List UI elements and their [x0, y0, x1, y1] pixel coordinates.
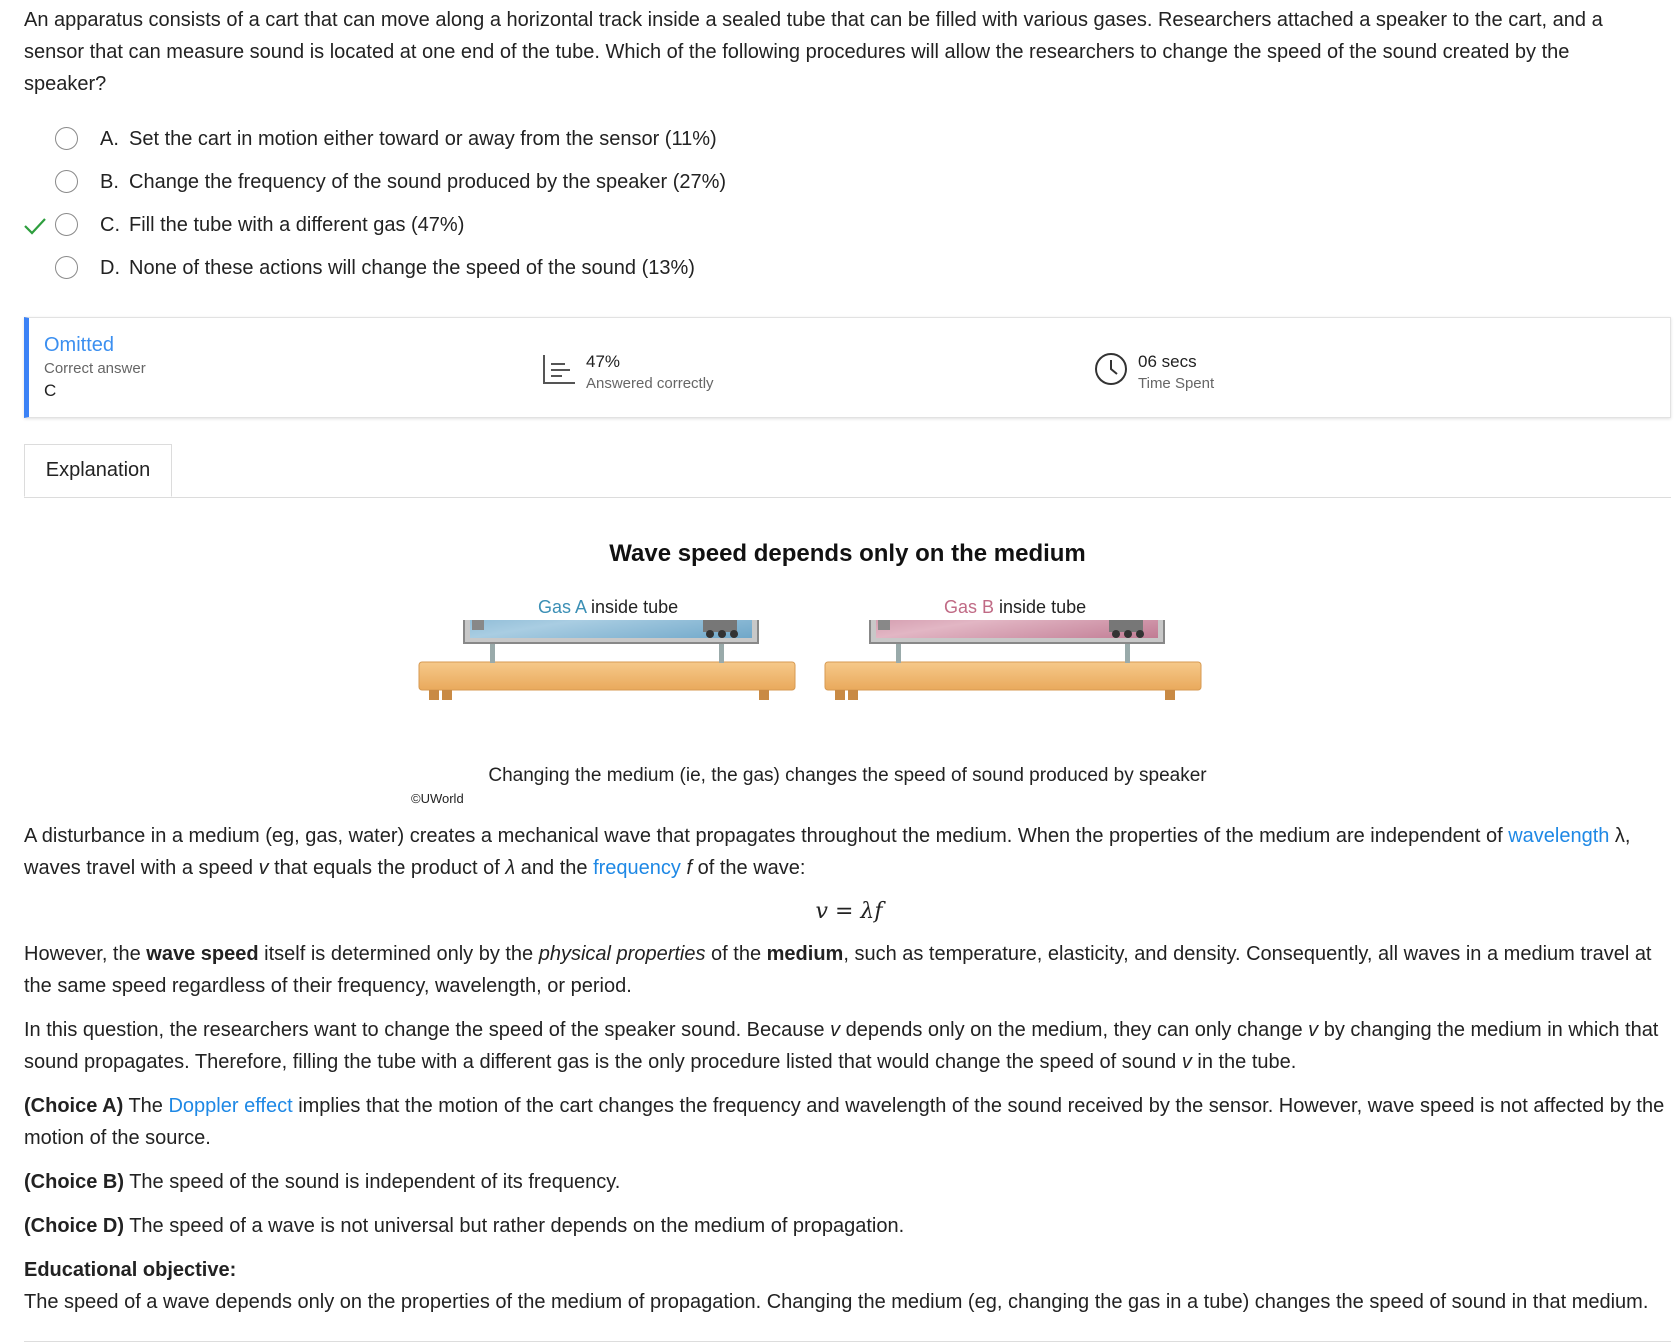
question-page: [24, 0, 1665, 1313]
status-block: [44, 334, 146, 401]
choice-b-explanation: [24, 1166, 1674, 1198]
text: depends only on the medium, they can only change: [840, 1019, 1309, 1041]
divider: [24, 1341, 1671, 1342]
choice-a[interactable]: [24, 118, 1664, 161]
explanation-paragraph: [24, 1014, 1674, 1078]
question-stem: An apparatus consists of a cart that can move along a horizontal track inside a sealed tube that can be filled with various gases. Researchers attached a speaker to the cart, and a sensor that can measure sound is located at one end of the tube. Which of the following procedures will allow the researchers to change the speed of the sound created by the speaker?: [24, 9, 1603, 95]
wavelength-link[interactable]: wavelength: [1508, 825, 1610, 847]
formula: v = λf: [815, 899, 883, 924]
text: (Choice B): [24, 1171, 124, 1193]
time-spent-block: [1138, 352, 1214, 392]
time-label: Time Spent: [1138, 375, 1215, 392]
text: itself is determined only by the: [258, 943, 539, 965]
explanation-body: [24, 820, 1674, 1318]
correct-answer-value: C: [44, 381, 57, 400]
text: in the tube.: [1191, 1051, 1297, 1073]
text: of the wave:: [692, 857, 806, 879]
gas-a-apparatus: [419, 620, 795, 700]
text: A disturbance in a medium (eg, gas, water) creates a mechanical wave that propagates throughout the medium. When the properties of the medium are independent of: [24, 825, 1509, 847]
text: v: [1181, 1051, 1192, 1073]
explanation-figure: [24, 540, 1671, 810]
radio-button[interactable]: [55, 170, 78, 193]
choice-letter: D.: [100, 257, 120, 279]
clock-icon: [1094, 352, 1128, 386]
text: that equals the product of: [268, 857, 506, 879]
text: λ, waves travel with a speed: [24, 825, 1631, 879]
tube-a-label-rest: inside tube: [586, 597, 679, 617]
radio-button[interactable]: [55, 213, 78, 236]
tube-b-label-rest: inside tube: [994, 597, 1087, 617]
text: (Choice D): [24, 1215, 124, 1237]
text: v: [830, 1019, 841, 1041]
objective-label: Educational objective:: [24, 1259, 237, 1281]
text: The speed of the sound is independent of its frequency.: [124, 1171, 621, 1193]
figure-title: Wave speed depends only on the medium: [609, 540, 1086, 567]
text: However, the: [24, 943, 147, 965]
text: by changing the medium in which that sound propagates. Therefore, filling the tube with a different gas is the only procedure listed that would change the speed of sound: [24, 1019, 1659, 1073]
choice-a-explanation: [24, 1090, 1674, 1154]
choice-c[interactable]: [24, 204, 1664, 247]
radio-button[interactable]: [55, 256, 78, 279]
text: λ: [505, 857, 516, 879]
doppler-effect-link[interactable]: Doppler effect: [168, 1095, 293, 1117]
frequency-link[interactable]: frequency: [593, 857, 681, 879]
text: implies that the motion of the cart changes the frequency and wavelength of the sound received by the sensor. However, wave speed is not affected by the motion of the source.: [24, 1095, 1665, 1149]
bar-chart-icon: [542, 352, 576, 386]
text: wave speed: [146, 943, 259, 965]
explanation-paragraph: [24, 820, 1674, 884]
choice-text: Change the frequency of the sound produced by the speaker (27%): [129, 171, 727, 193]
status-label: Omitted: [44, 334, 115, 356]
percent-label: Answered correctly: [586, 375, 714, 392]
figure-caption: Changing the medium (ie, the gas) changes the speed of sound produced by speaker: [488, 765, 1207, 786]
copyright: ©UWorld: [411, 791, 464, 806]
text: f: [680, 857, 693, 879]
choice-letter: C.: [100, 214, 120, 236]
text: In this question, the researchers want to change the speed of the speaker sound. Because: [24, 1019, 831, 1041]
choice-d[interactable]: [24, 247, 1664, 290]
text: v: [1308, 1019, 1319, 1041]
percent-correct-block: [586, 352, 714, 392]
explanation-paragraph: [24, 938, 1674, 1002]
text: v: [258, 857, 269, 879]
gas-b-name: Gas B: [944, 597, 995, 617]
text: The: [123, 1095, 169, 1117]
text: The speed of a wave is not universal but rather depends on the medium of propagation.: [124, 1215, 905, 1237]
correct-answer-label: Correct answer: [44, 360, 146, 377]
choice-letter: B.: [100, 171, 119, 193]
percent-value: 47%: [586, 352, 621, 371]
choice-text: Fill the tube with a different gas (47%): [129, 214, 465, 236]
tab-bar: [24, 444, 1671, 498]
answer-choices: [24, 118, 1664, 290]
text: physical properties: [538, 943, 706, 965]
tube-b-label: [944, 597, 1086, 618]
objective-text: The speed of a wave depends only on the properties of the medium of propagation. Changing the medium (eg, changing the gas in a tube) changes the speed of sound in that medium.: [24, 1291, 1649, 1313]
text: and the: [515, 857, 594, 879]
choice-text: None of these actions will change the speed of the sound (13%): [129, 257, 695, 279]
radio-button[interactable]: [55, 127, 78, 150]
tab-explanation[interactable]: Explanation: [24, 444, 172, 497]
choice-d-explanation: [24, 1210, 1674, 1242]
text: (Choice A): [24, 1095, 124, 1117]
tube-a-label: [538, 597, 678, 618]
text: medium: [766, 943, 844, 965]
choice-letter: A.: [100, 128, 119, 150]
text: , such as temperature, elasticity, and density. Consequently, all waves in a medium travel at the same speed regardless of their frequency, wavelength, or period.: [24, 943, 1652, 997]
gas-b-apparatus: [825, 620, 1201, 700]
gas-a-name: Gas A: [538, 597, 587, 617]
choice-b[interactable]: [24, 161, 1664, 204]
answer-stats-panel: [24, 317, 1671, 418]
checkmark-icon: [22, 213, 48, 239]
text: of the: [705, 943, 767, 965]
choice-text: Set the cart in motion either toward or away from the sensor (11%): [129, 128, 717, 150]
time-value: 06 secs: [1138, 352, 1197, 371]
